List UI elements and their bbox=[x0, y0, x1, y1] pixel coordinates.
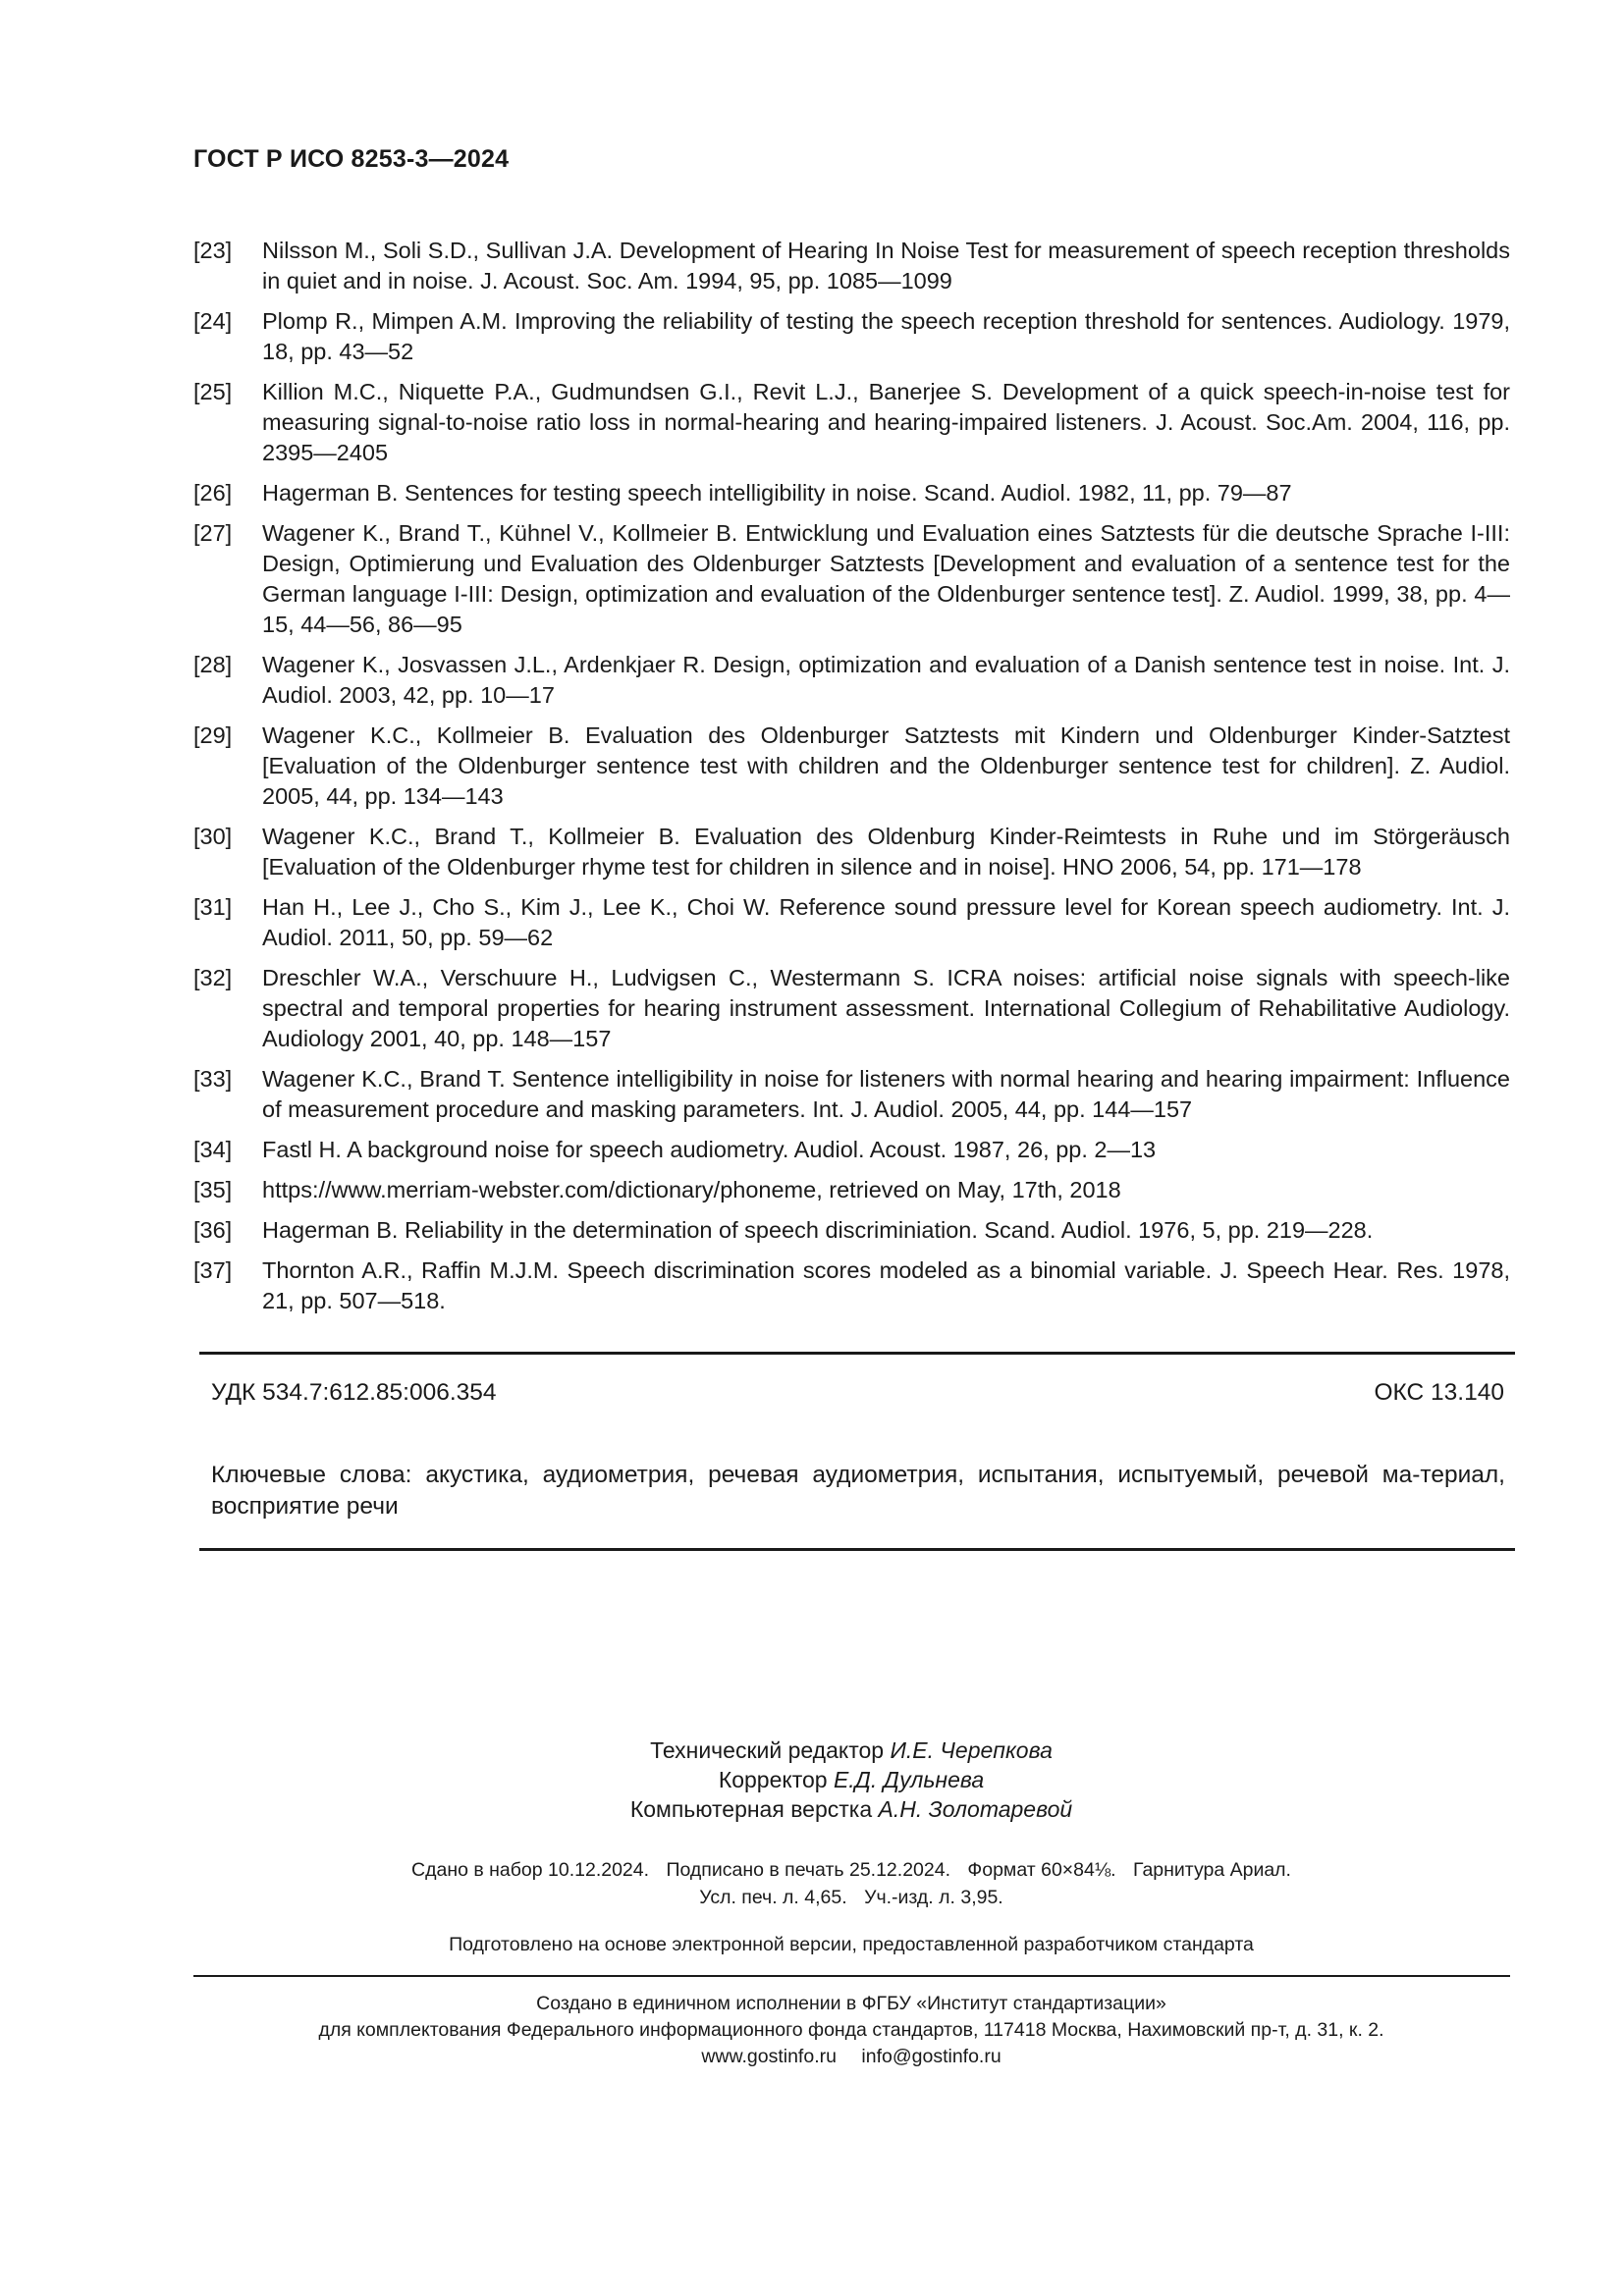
reference-item bbox=[193, 518, 1510, 640]
reference-number: [32] bbox=[193, 965, 233, 990]
keywords: Ключевые слова: акустика, аудиометрия, речевая аудиометрия, испытания, испытуемый, речевой ма-териал, восприятие речи bbox=[211, 1462, 1505, 1520]
reference-item bbox=[193, 1064, 1510, 1125]
reference-item bbox=[193, 892, 1510, 953]
credits-block bbox=[0, 1735, 1624, 1824]
reference-item bbox=[193, 1255, 1510, 1316]
reference-text: Thornton A.R., Raffin M.J.M. Speech discrimination scores modeled as a binomial variable. J. Speech Hear. Res. 1978, 21, pp. 507—518. bbox=[262, 1257, 1510, 1313]
reference-item bbox=[193, 650, 1510, 711]
email-link[interactable]: info@gostinfo.ru bbox=[861, 2046, 1001, 2067]
reference-text: Dreschler W.A., Verschuure H., Ludvigsen C., Westermann S. ICRA noises: artificial noise signals with speech-like spectral and temporal properties for hearing instrument assessment. International Collegium of Rehabilitative Audiology. Audiology 2001, 40, pp. 148—157 bbox=[262, 965, 1510, 1051]
corrector-name: Е.Д. Дульнева bbox=[833, 1767, 985, 1792]
typeface: Гарнитура Ариал. bbox=[1132, 1859, 1291, 1881]
reference-number: [25] bbox=[193, 379, 233, 404]
divider-footer bbox=[193, 1975, 1510, 1977]
reference-number: [26] bbox=[193, 480, 233, 506]
reference-item bbox=[193, 1175, 1510, 1205]
reference-text: Han H., Lee J., Cho S., Kim J., Lee K., Choi W. Reference sound pressure level for Korean speech audiometry. Int. J. Audiol. 2011, 50, pp. 59—62 bbox=[262, 894, 1510, 950]
reference-number: [30] bbox=[193, 824, 233, 849]
reference-list bbox=[193, 236, 1510, 1326]
oks-code: ОКС 13.140 bbox=[1374, 1379, 1504, 1406]
reference-text: https://www.merriam-webster.com/dictionary/phoneme, retrieved on May, 17th, 2018 bbox=[262, 1177, 1121, 1202]
layout-line bbox=[0, 1794, 1624, 1824]
reference-text: Hagerman B. Sentences for testing speech intelligibility in noise. Scand. Audiol. 1982, 11, pp. 79—87 bbox=[262, 480, 1292, 506]
reference-item bbox=[193, 236, 1510, 296]
reference-item bbox=[193, 1215, 1510, 1246]
print-info-line-2 bbox=[0, 1884, 1624, 1911]
publish-sheets: Уч.-изд. л. 3,95. bbox=[864, 1887, 1003, 1908]
paper-format: Формат 60×84⅛. bbox=[967, 1859, 1116, 1881]
publisher-footer bbox=[0, 1991, 1624, 2070]
divider-top bbox=[199, 1352, 1515, 1355]
reference-item bbox=[193, 721, 1510, 812]
reference-item bbox=[193, 963, 1510, 1054]
udk-code: УДК 534.7:612.85:006.354 bbox=[211, 1379, 497, 1406]
corrector-label: Корректор bbox=[718, 1767, 828, 1792]
tech-editor-name: И.Е. Черепкова bbox=[890, 1737, 1053, 1763]
reference-number: [27] bbox=[193, 520, 233, 546]
reference-number: [29] bbox=[193, 722, 233, 748]
reference-number: [35] bbox=[193, 1177, 233, 1202]
reference-text: Wagener K.C., Brand T. Sentence intelligibility in noise for listeners with normal hearing and hearing impairment: Influence of measurement procedure and masking parameters. Int. J. Audiol. 2005, 44, pp. 144—157 bbox=[262, 1066, 1510, 1122]
reference-text: Wagener K.C., Kollmeier B. Evaluation des Oldenburger Satztests mit Kindern und Oldenburger Kinder-Satztest [Evaluation of the Oldenburger sentence test with children and the Oldenburger sentence test for children]. Z. Audiol. 2005, 44, pp. 134—143 bbox=[262, 722, 1510, 809]
footer-line-2: для комплектования Федерального информационного фонда стандартов, 117418 Москва, Нахимовский пр-т, д. 31, к. 2. bbox=[318, 2019, 1384, 2041]
reference-item bbox=[193, 306, 1510, 367]
tech-editor-line bbox=[0, 1735, 1624, 1765]
reference-text: Nilsson M., Soli S.D., Sullivan J.A. Development of Hearing In Noise Test for measurement of speech reception thresholds in quiet and in noise. J. Acoust. Soc. Am. 1994, 95, pp. 1085—1099 bbox=[262, 238, 1510, 294]
page-header-title: ГОСТ Р ИСО 8253-3—2024 bbox=[193, 145, 510, 173]
reference-text: Killion M.C., Niquette P.A., Gudmundsen G.I., Revit L.J., Banerjee S. Development of a quick speech-in-noise test for measuring signal-to-noise ratio loss in normal-hearing and hearing-impaired listeners. J. Acoust. Soc.Am. 2004, 116, pp. 2395—2405 bbox=[262, 379, 1510, 465]
layout-name: А.Н. Золотаревой bbox=[878, 1796, 1073, 1822]
corrector-line bbox=[0, 1765, 1624, 1794]
reference-item bbox=[193, 1135, 1510, 1165]
reference-number: [24] bbox=[193, 308, 233, 334]
typeset-date: Сдано в набор 10.12.2024. bbox=[411, 1859, 650, 1881]
signed-date: Подписано в печать 25.12.2024. bbox=[666, 1859, 950, 1881]
reference-number: [34] bbox=[193, 1137, 233, 1162]
reference-text: Wagener K.C., Brand T., Kollmeier B. Evaluation des Oldenburg Kinder-Reimtests in Ruhe und im Störgeräusch [Evaluation of the Oldenburger rhyme test for children in silence and in noise]. HNO 2006, 54, pp. 171—178 bbox=[262, 824, 1510, 880]
tech-editor-label: Технический редактор bbox=[650, 1737, 885, 1763]
reference-number: [23] bbox=[193, 238, 233, 263]
website-link[interactable]: www.gostinfo.ru bbox=[701, 2046, 837, 2067]
reference-number: [31] bbox=[193, 894, 233, 920]
reference-text: Hagerman B. Reliability in the determination of speech discriminiation. Scand. Audiol. 1976, 5, pp. 219—228. bbox=[262, 1217, 1374, 1243]
footer-line-1: Создано в единичном исполнении в ФГБУ «Институт стандартизации» bbox=[536, 1993, 1166, 2014]
print-info bbox=[0, 1856, 1624, 1911]
divider-bottom bbox=[199, 1548, 1515, 1551]
reference-text: Wagener K., Josvassen J.L., Ardenkjaer R. Design, optimization and evaluation of a Danish sentence test in noise. Int. J. Audiol. 2003, 42, pp. 10—17 bbox=[262, 652, 1510, 708]
reference-number: [33] bbox=[193, 1066, 233, 1092]
reference-number: [36] bbox=[193, 1217, 233, 1243]
reference-number: [37] bbox=[193, 1257, 233, 1283]
print-sheets: Усл. печ. л. 4,65. bbox=[699, 1887, 847, 1908]
reference-item bbox=[193, 478, 1510, 508]
reference-item bbox=[193, 377, 1510, 468]
reference-text: Plomp R., Mimpen A.M. Improving the reliability of testing the speech reception threshold for sentences. Audiology. 1979, 18, pp. 43—52 bbox=[262, 308, 1510, 364]
reference-number: [28] bbox=[193, 652, 233, 677]
layout-label: Компьютерная верстка bbox=[629, 1796, 873, 1822]
footer-contacts bbox=[0, 2044, 1624, 2070]
reference-text: Fastl H. A background noise for speech audiometry. Audiol. Acoust. 1987, 26, pp. 2—13 bbox=[262, 1137, 1157, 1162]
reference-item bbox=[193, 822, 1510, 882]
prepared-note: Подготовлено на основе электронной версии, предоставленной разработчиком стандарта bbox=[449, 1934, 1254, 1955]
reference-text: Wagener K., Brand T., Kühnel V., Kollmeier B. Entwicklung und Evaluation eines Satztests für die deutsche Sprache I-III: Design, Optimierung und Evaluation des Oldenburger Satztests [Development and evaluation of a sentence test for the German language I-III: Design, optimization and evaluation of the Oldenburger sentence test]. Z. Audiol. 1999, 38, pp. 4—15, 44—56, 86—95 bbox=[262, 520, 1510, 637]
print-info-line-1 bbox=[0, 1856, 1624, 1884]
